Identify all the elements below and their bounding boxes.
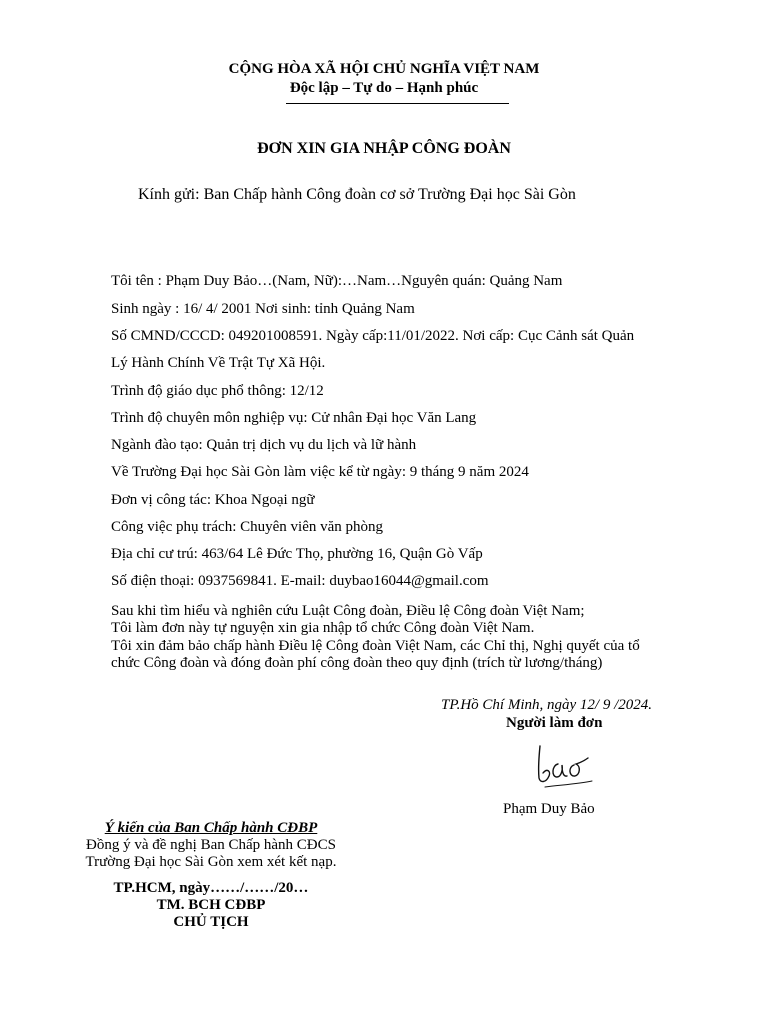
nation-heading: CỘNG HÒA XÃ HỘI CHỦ NGHĨA VIỆT NAM: [228, 61, 540, 77]
field-job: Công việc phụ trách: Chuyên viên văn phòng: [111, 519, 384, 535]
field-id-1: Số CMND/CCCD: 049201008591. Ngày cấp:11/01/2022. Nơi cấp: Cục Cảnh sát Quản: [111, 328, 635, 344]
committee-opinion-block: [66, 820, 356, 931]
statement-line: Tôi xin đảm bảo chấp hành Điều lệ Công đoàn Việt Nam, các Chỉ thị, Nghị quyết của tổ: [111, 638, 640, 654]
handwritten-signature: [532, 740, 602, 790]
committee-chair: CHỦ TỊCH: [173, 914, 249, 930]
field-unit: Đơn vị công tác: Khoa Ngoại ngữ: [111, 492, 315, 508]
field-contact: Số điện thoại: 0937569841. E-mail: duybao16044@gmail.com: [111, 573, 489, 589]
field-major: Ngành đào tạo: Quản trị dịch vụ du lịch và lữ hành: [111, 437, 417, 453]
motto-underline: [286, 103, 509, 104]
committee-heading: Ý kiến của Ban Chấp hành CĐBP: [104, 820, 318, 836]
signing-date-place: TP.Hồ Chí Minh, ngày 12/ 9 /2024.: [441, 697, 652, 713]
field-birth: Sinh ngày : 16/ 4/ 2001 Nơi sinh: tỉnh Quảng Nam: [111, 301, 415, 317]
applicant-name: Phạm Duy Bảo: [503, 801, 595, 817]
committee-opinion: Trường Đại học Sài Gòn xem xét kết nạp.: [85, 854, 337, 870]
field-name: Tôi tên : Phạm Duy Bảo…(Nam, Nữ):…Nam…Nguyên quán: Quảng Nam: [111, 273, 563, 289]
statement-line: Tôi làm đơn này tự nguyện xin gia nhập tổ chức Công đoàn Việt Nam.: [111, 620, 535, 636]
motto: Độc lập – Tự do – Hạnh phúc: [289, 80, 479, 96]
recipient-line: Kính gửi: Ban Chấp hành Công đoàn cơ sở Trường Đại học Sài Gòn: [138, 186, 576, 203]
field-id-2: Lý Hành Chính Về Trật Tự Xã Hội.: [111, 355, 326, 371]
statement-line: chức Công đoàn và đóng đoàn phí công đoàn theo quy định (trích từ lương/tháng): [111, 655, 603, 671]
field-start-date: Về Trường Đại học Sài Gòn làm việc kể từ ngày: 9 tháng 9 năm 2024: [111, 464, 529, 480]
field-address: Địa chỉ cư trú: 463/64 Lê Đức Thọ, phường 16, Quận Gò Vấp: [111, 546, 483, 562]
committee-on-behalf: TM. BCH CĐBP: [156, 897, 266, 913]
committee-date: TP.HCM, ngày……/……/20…: [113, 880, 309, 896]
field-education: Trình độ giáo dục phổ thông: 12/12: [111, 383, 324, 399]
document-title: ĐƠN XIN GIA NHẬP CÔNG ĐOÀN: [257, 140, 511, 157]
applicant-label: Người làm đơn: [506, 715, 603, 731]
committee-opinion: Đồng ý và đề nghị Ban Chấp hành CĐCS: [86, 837, 336, 853]
field-qualification: Trình độ chuyên môn nghiệp vụ: Cử nhân Đại học Văn Lang: [111, 410, 477, 426]
statement-line: Sau khi tìm hiểu và nghiên cứu Luật Công đoàn, Điều lệ Công đoàn Việt Nam;: [111, 603, 585, 619]
